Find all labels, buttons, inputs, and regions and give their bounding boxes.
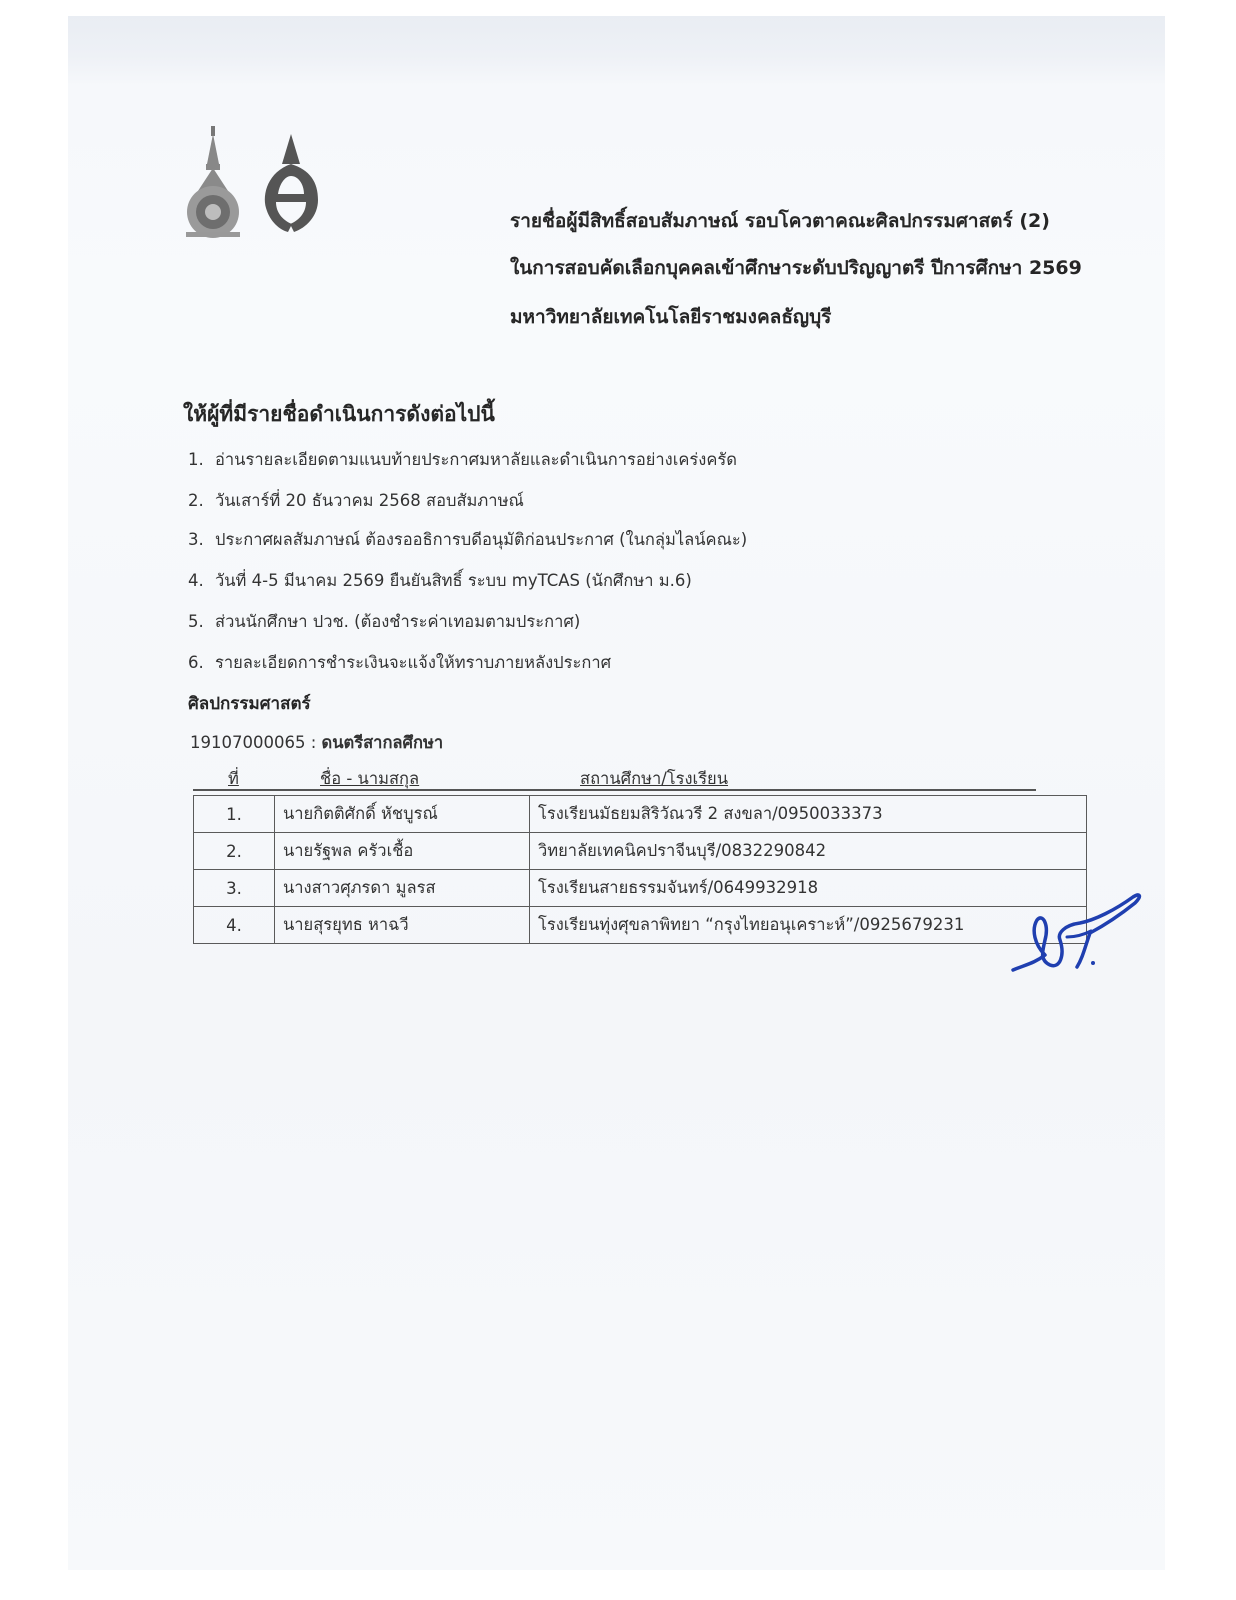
header-underline <box>193 789 1036 791</box>
instruction-item: 3. ประกาศผลสัมภาษณ์ ต้องรออธิการบดีอนุมัติก่อนประกาศ (ในกลุ่มไลน์คณะ) <box>188 530 748 549</box>
instruction-item: 5. ส่วนนักศึกษา ปวช. (ต้องชำระค่าเทอมตามประกาศ) <box>188 612 581 631</box>
candidate-name: นางสาวศุภรดา มูลรส <box>275 870 530 907</box>
candidate-school: โรงเรียนทุ่งศุขลาพิทยา “กรุงไทยอนุเคราะห์”/0925679231 <box>530 907 1087 944</box>
candidate-table <box>193 795 1087 944</box>
instruction-item: 6. รายละเอียดการชำระเงินจะแจ้งให้ทราบภายหลังประกาศ <box>188 653 612 672</box>
column-header-no: ที่ <box>228 769 239 788</box>
candidate-name: นายกิตติศักดิ์ หัชบูรณ์ <box>275 796 530 833</box>
candidate-name: นายสุรยุทธ หาฉวี <box>275 907 530 944</box>
column-header-name: ชื่อ - นามสกุล <box>320 769 420 788</box>
instruction-item: 4. วันที่ 4-5 มีนาคม 2569 ยืนยันสิทธิ์ ระบบ myTCAS (นักศึกษา ม.6) <box>188 571 692 590</box>
row-number: 1. <box>194 796 275 833</box>
candidate-school: โรงเรียนมัธยมสิริวัณวรี 2 สงขลา/0950033373 <box>530 796 1087 833</box>
row-number: 2. <box>194 833 275 870</box>
signature-icon <box>1005 885 1145 980</box>
faculty-name: ศิลปกรรมศาสตร์ <box>188 694 311 714</box>
table-row <box>194 907 1087 944</box>
faculty-emblem-icon <box>258 134 324 234</box>
row-number: 3. <box>194 870 275 907</box>
program-line <box>190 730 443 756</box>
program-name: ดนตรีสากลศึกษา <box>321 733 444 752</box>
document-title-line-2: ในการสอบคัดเลือกบุคคลเข้าศึกษาระดับปริญญาตรี ปีการศึกษา 2569 <box>510 257 1082 279</box>
instruction-item: 1. อ่านรายละเอียดตามแนบท้ายประกาศมหาลัยและดำเนินการอย่างเคร่งครัด <box>188 450 737 469</box>
candidate-name: นายรัฐพล ครัวเชื้อ <box>275 833 530 870</box>
table-row <box>194 870 1087 907</box>
instruction-item: 2. วันเสาร์ที่ 20 ธันวาคม 2568 สอบสัมภาษณ์ <box>188 491 524 510</box>
university-crest-icon <box>180 124 246 240</box>
instructions-heading: ให้ผู้ที่มีรายชื่อดำเนินการดังต่อไปนี้ <box>183 402 495 426</box>
candidate-school: วิทยาลัยเทคนิคปราจีนบุรี/0832290842 <box>530 833 1087 870</box>
program-code: 19107000065 : <box>190 733 322 752</box>
document-title-line-1: รายชื่อผู้มีสิทธิ์สอบสัมภาษณ์ รอบโควตาคณะศิลปกรรมศาสตร์ (2) <box>510 210 1050 232</box>
document-title-line-3: มหาวิทยาลัยเทคโนโลยีราชมงคลธัญบุรี <box>510 306 832 328</box>
row-number: 4. <box>194 907 275 944</box>
scanned-page <box>68 16 1165 1570</box>
table-row <box>194 796 1087 833</box>
candidate-school: โรงเรียนสายธรรมจันทร์/0649932918 <box>530 870 1087 907</box>
column-header-school: สถานศึกษา/โรงเรียน <box>580 769 729 788</box>
table-row <box>194 833 1087 870</box>
